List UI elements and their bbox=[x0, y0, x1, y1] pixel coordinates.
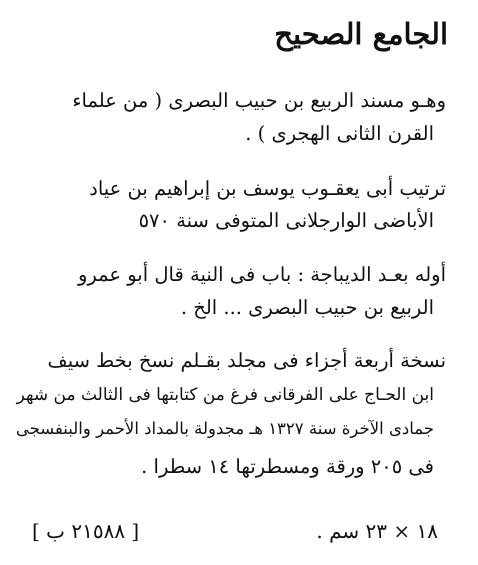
paragraph-4-line-3: جمادى الآخرة سنة ١٣٢٧ هـ مجدولة بالمداد الأحمر والبنفسجى bbox=[15, 419, 434, 438]
dimensions-note: ١٨ × ٢٣ سم . bbox=[316, 519, 438, 543]
paragraph-1-line-1: وهـو مسند الربيع بن حبيب البصرى ( من علماء bbox=[72, 89, 446, 112]
catalog-reference-number: [ ٢١٥٨٨ ب ] bbox=[32, 519, 140, 543]
paragraph-4-line-2: ابن الحـاج على الفرقانى فرغ من كتابتها فى الثالث من شهر bbox=[16, 385, 434, 405]
paragraph-3-line-1: أوله بعـد الديباجة : باب فى النية قال أبو عمرو bbox=[77, 263, 446, 286]
paragraph-1-line-2: القرن الثانى الهجرى ) . bbox=[245, 122, 434, 145]
paragraph-2-line-2: الأباضى الوارجلانى المتوفى سنة ٥٧٠ bbox=[138, 209, 434, 232]
paragraph-4-line-1: نسخة أربعة أجزاء فى مجلد بقـلم نسخ بخط سيف bbox=[47, 349, 446, 372]
paragraph-2-line-1: ترتيب أبى يعقـوب يوسف بن إبراهيم بن عياد bbox=[89, 177, 446, 200]
entry-title: الجامع الصحيح bbox=[274, 17, 448, 51]
paragraph-3-line-2: الربيع بن حبيب البصرى ... الخ . bbox=[180, 296, 434, 319]
paragraph-4-line-4: فى ٢٠٥ ورقة ومسطرتها ١٤ سطرا . bbox=[141, 455, 434, 478]
